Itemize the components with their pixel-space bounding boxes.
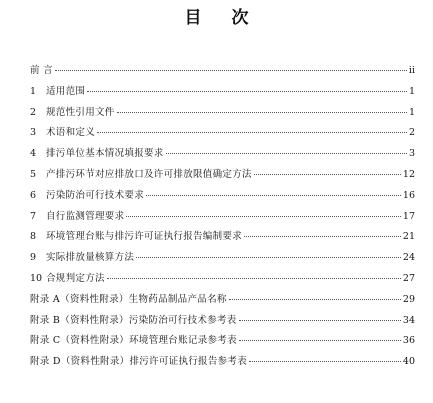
toc-entry-number: 8 (30, 231, 37, 243)
toc-entry-number: 1 (30, 85, 37, 97)
dot-leader (244, 236, 401, 237)
dot-leader (126, 216, 401, 217)
dot-leader (55, 70, 407, 71)
toc-entry-3[interactable] (30, 124, 415, 145)
toc-entry-title: 实际排放量核算方法 (46, 252, 135, 264)
toc-entry-page: 17 (402, 210, 415, 222)
toc-entry-page: 3 (408, 148, 415, 160)
toc-entry-page: 21 (402, 231, 415, 243)
page-title: 目 次 (184, 8, 261, 28)
toc-entry-title: 术语和定义 (46, 127, 96, 139)
toc-entry-6[interactable] (30, 187, 415, 208)
toc-entry-page: 36 (402, 335, 415, 347)
toc-entry-1[interactable] (30, 83, 415, 104)
toc-entry-7[interactable] (30, 208, 415, 229)
toc-entry-number: 4 (30, 148, 37, 160)
toc-entry-9[interactable] (30, 249, 415, 270)
toc-entry-title: 规范性引用文件 (46, 106, 115, 118)
table-of-contents (30, 62, 415, 374)
toc-entry-appendix-b[interactable] (30, 312, 415, 333)
toc-entry-title: 附录 B（资料性附录）污染防治可行技术参考表 (30, 314, 237, 326)
toc-entry-page: 24 (402, 252, 415, 264)
toc-entry-title: 排污单位基本情况填报要求 (46, 148, 164, 160)
toc-entry-number: 5 (30, 168, 37, 180)
toc-entry-number: 9 (30, 252, 37, 264)
toc-entry-number: 2 (30, 106, 37, 118)
dot-leader (97, 132, 407, 133)
dot-leader (166, 153, 407, 154)
toc-entry-appendix-d[interactable] (30, 353, 415, 374)
toc-entry-title: 污染防治可行技术要求 (46, 189, 145, 201)
dot-leader (239, 340, 401, 341)
toc-entry-page: 1 (408, 85, 415, 97)
toc-entry-foreword[interactable] (30, 62, 415, 83)
toc-entry-number: 3 (30, 127, 37, 139)
toc-entry-page: 40 (402, 356, 415, 368)
toc-entry-title: 附录 C（资料性附录）环境管理台账记录参考表 (30, 335, 237, 347)
toc-entry-2[interactable] (30, 104, 415, 125)
dot-leader (117, 112, 407, 113)
toc-entry-title: 附录 D（资料性附录）排污许可证执行报告参考表 (30, 356, 248, 368)
toc-entry-title: 合规判定方法 (46, 272, 105, 284)
dot-leader (229, 299, 401, 300)
dot-leader (249, 361, 401, 362)
toc-entry-appendix-a[interactable] (30, 291, 415, 312)
toc-entry-page: 12 (402, 168, 415, 180)
toc-entry-page: 2 (408, 127, 415, 139)
toc-entry-number: 10 (30, 272, 43, 284)
toc-entry-title: 适用范围 (46, 85, 86, 97)
dot-leader (146, 195, 401, 196)
toc-entry-title: 前 言 (30, 65, 53, 76)
toc-entry-title: 产排污环节对应排放口及许可排放限值确定方法 (46, 168, 252, 180)
dot-leader (254, 174, 401, 175)
toc-entry-title: 附录 A（资料性附录）生物药品制品产品名称 (30, 293, 227, 305)
toc-entry-number: 7 (30, 210, 37, 222)
toc-entry-10[interactable] (30, 270, 415, 291)
dot-leader (239, 320, 401, 321)
toc-entry-number: 6 (30, 189, 37, 201)
dot-leader (107, 278, 401, 279)
dot-leader (136, 257, 401, 258)
toc-entry-title: 环境管理台账与排污许可证执行报告编制要求 (46, 231, 243, 243)
toc-entry-page: ii (408, 65, 415, 76)
toc-entry-5[interactable] (30, 166, 415, 187)
toc-entry-page: 16 (402, 189, 415, 201)
toc-entry-4[interactable] (30, 145, 415, 166)
toc-entry-page: 1 (408, 106, 415, 118)
dot-leader (87, 91, 407, 92)
toc-entry-8[interactable] (30, 228, 415, 249)
toc-entry-title: 自行监测管理要求 (46, 210, 125, 222)
toc-entry-page: 34 (402, 314, 415, 326)
toc-entry-page: 27 (402, 272, 415, 284)
toc-entry-page: 29 (402, 293, 415, 305)
toc-entry-appendix-c[interactable] (30, 332, 415, 353)
